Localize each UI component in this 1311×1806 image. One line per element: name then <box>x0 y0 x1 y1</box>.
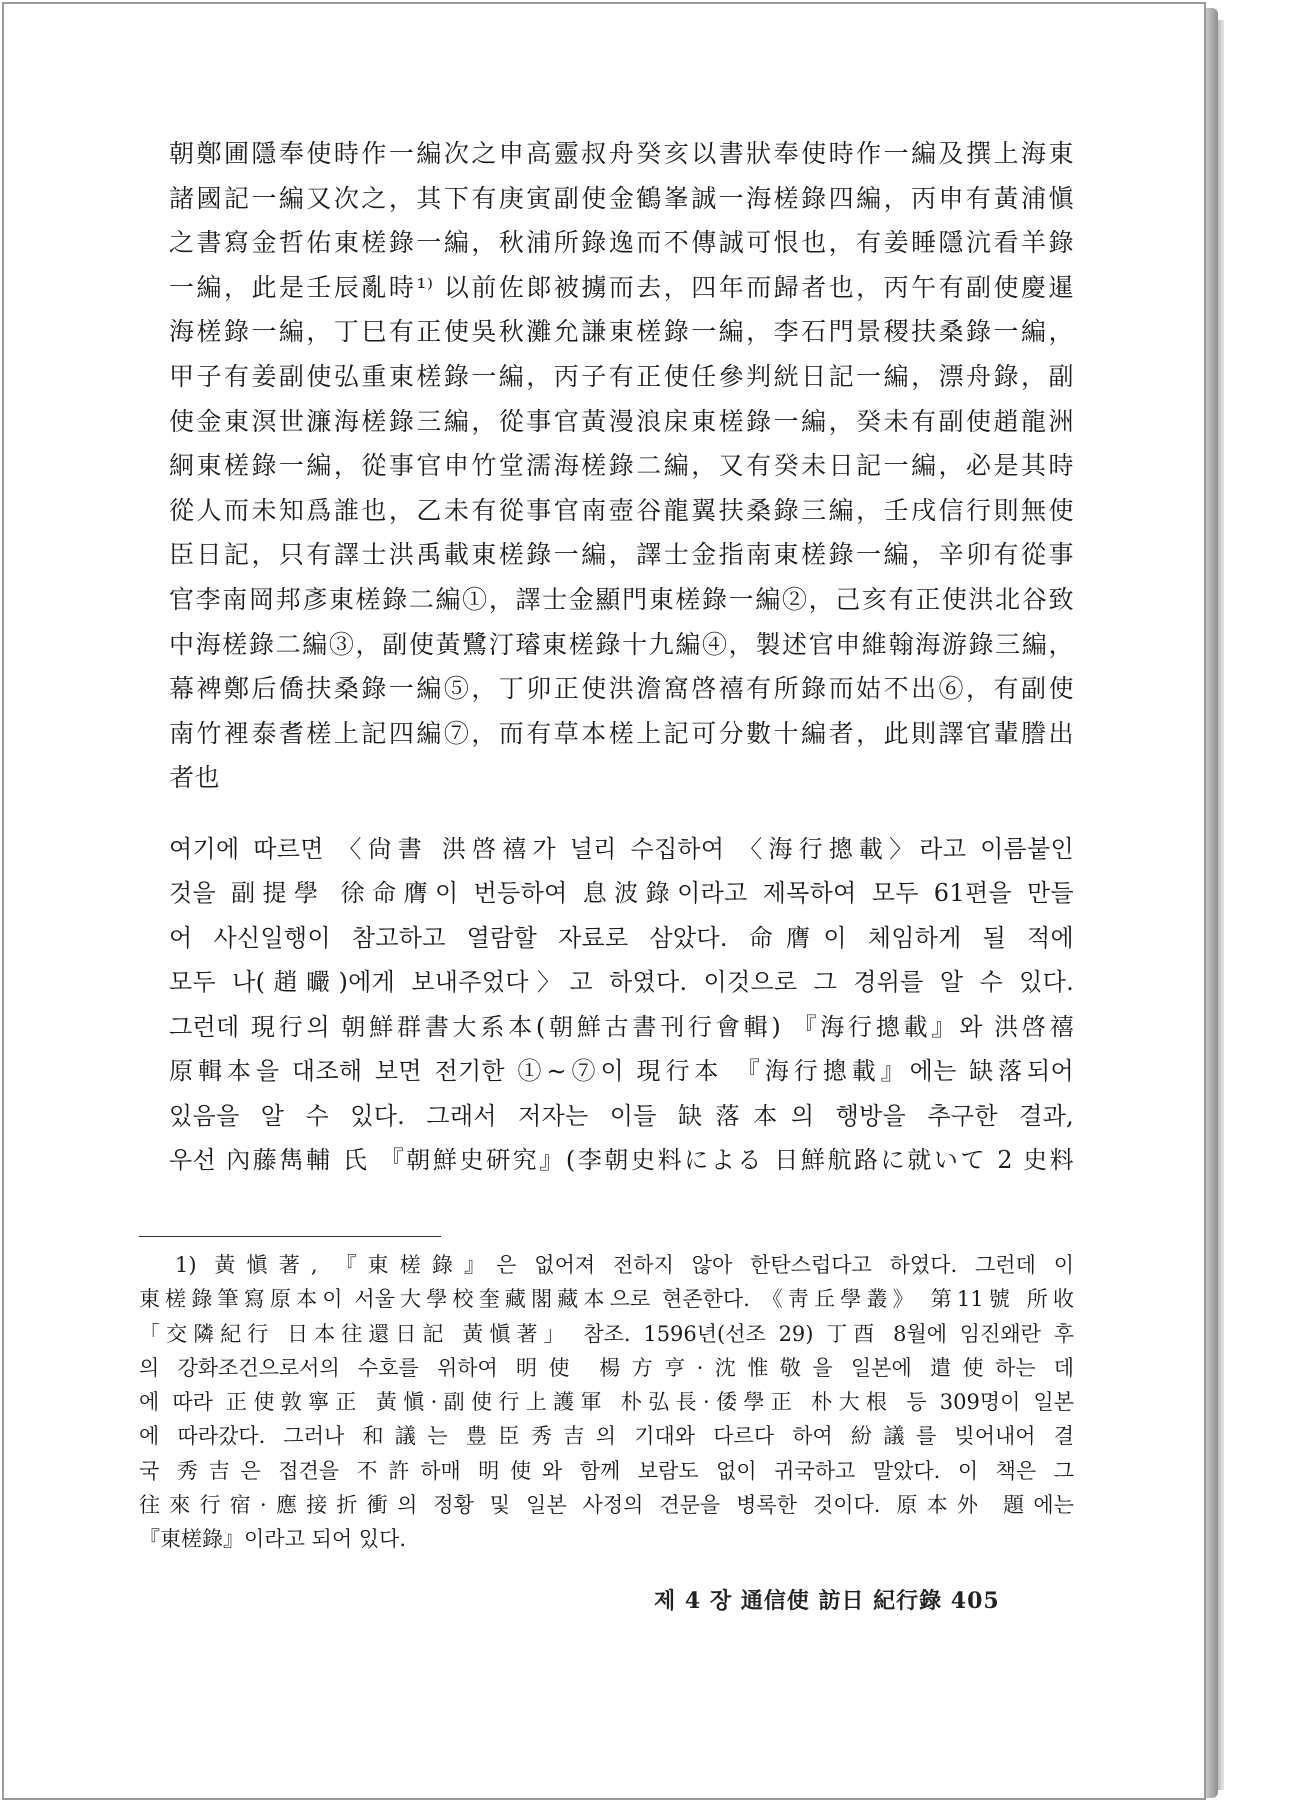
quote-line: 一編，此是壬辰亂時¹⁾ 以前佐郞被擄而去，四年而歸者也，丙午有副使慶暹 <box>169 272 1074 302</box>
page-edge-highlight <box>1218 20 1224 1790</box>
footnote-line: 1) 黃愼著, 『東槎錄』은 없어져 전하지 않아 한탄스럽다고 하였다. 그런데 이 <box>175 1253 1074 1277</box>
body-line: 모두 나(趙曮)에게 보내주었다〉고 하였다. 이것으로 그 경위를 알 수 있다. <box>169 968 1074 997</box>
footnote-line: 往來行宿·應接折衝의 정황 및 일본 사정의 견문을 병록한 것이다. 原本外 題에는 <box>139 1493 1074 1518</box>
body-line: 우선 內藤雋輔 氏 『朝鮮史硏究』(李朝史料による 日鮮航路に就いて 2 史料 <box>169 1146 1074 1175</box>
quote-line: 之書寫金哲佑東槎錄一編，秋浦所錄逸而不傳誠可恨也，有姜睡隱沆看羊錄 <box>169 228 1074 258</box>
footnote-divider <box>139 1236 441 1237</box>
quote-line: 諸國記一編又次之，其下有庚寅副使金鶴峯誠一海槎錄四編，丙申有黃浦愼 <box>169 183 1074 213</box>
quote-line: 甲子有姜副使弘重東槎錄一編，丙子有正使任參判絖日記一編，漂舟錄，副 <box>169 361 1074 391</box>
quote-line: 南竹裡泰耆槎上記四編⑦，而有草本槎上記可分數十編者，此則譯官輩謄出 <box>169 718 1074 748</box>
footnote-line: 에 따라 正使敦寧正 黃愼·副使行上護軍 朴弘長·倭學正 朴大根 등 309명이 일본 <box>139 1390 1074 1415</box>
footnote-line: 『東槎錄』이라고 되어 있다. <box>139 1527 407 1552</box>
footnote-line: 에 따라갔다. 그러나 和議는 豊臣秀吉의 기대와 다르다 하여 紛議를 빚어내어 결 <box>139 1424 1074 1449</box>
footnotes <box>139 1248 1074 1557</box>
main-text <box>169 132 1074 1183</box>
body-paragraph <box>169 827 1074 1183</box>
running-footer: 제 4 장 通信使 訪日 紀行錄 405 <box>654 1588 1000 1614</box>
quote-line: 從人而未知爲誰也，乙未有從事官南壺谷龍翼扶桑錄三編，壬戌信行則無使 <box>169 495 1074 525</box>
quoted-passage <box>169 132 1074 801</box>
body-line: 것을 副提學 徐命膺이 번등하여 息波錄이라고 제목하여 모두 61편을 만들 <box>169 879 1074 908</box>
footnote-line: 국 秀吉은 접견을 不許하매 明使와 함께 보람도 없이 귀국하고 말았다. 이 책은 그 <box>139 1458 1074 1483</box>
body-line: 어 사신일행이 참고하고 열람할 자료로 삼았다. 命膺이 체임하게 될 적에 <box>169 923 1074 952</box>
body-line: 原輯本을 대조해 보면 전기한 ①∼⑦이 現行本 『海行摠載』에는 缺落되어 <box>169 1057 1074 1086</box>
footnote-line: 「交隣紀行 日本往還日記 黃愼著」 참조. 1596년(선조 29) 丁酉 8월에 임진왜란 후 <box>139 1321 1074 1346</box>
body-line: 그런데 現行의 朝鮮群書大系本(朝鮮古書刊行會輯) 『海行摠載』와 洪啓禧 <box>169 1012 1074 1041</box>
quote-line: 臣日記，只有譯士洪禹載東槎錄一編，譯士金指南東槎錄一編，辛卯有從事 <box>169 540 1074 570</box>
quote-line: 者也 <box>169 763 221 793</box>
quote-line: 中海槎錄二編③，副使黃鷺汀璿東槎錄十九編④，製述官申維翰海游錄三編， <box>169 629 1074 659</box>
body-line: 여기에 따르면 〈尙書 洪啓禧가 널리 수집하여 〈海行摠載〉라고 이름붙인 <box>169 834 1074 863</box>
quote-line: 海槎錄一編，丁巳有正使吳秋灘允謙東槎錄一編，李石門景稷扶桑錄一編， <box>169 317 1074 347</box>
quote-line: 朝鄭圃隱奉使時作一編次之申高靈叔舟癸亥以書狀奉使時作一編及撰上海東 <box>169 139 1074 168</box>
quote-line: 官李南岡邦彥東槎錄二編①，譯士金顯門東槎錄一編②，己亥有正使洪北谷致 <box>169 584 1074 614</box>
page-edge-shadow <box>1206 8 1218 1798</box>
book-page <box>2 2 1206 1800</box>
quote-line: 使金東溟世濂海槎錄三編，從事官黃漫浪㦿東槎錄一編，癸未有副使趙龍洲 <box>169 406 1074 436</box>
footnote-line: 東槎錄筆寫原本이 서울大學校奎藏閣藏本으로 현존한다. 《靑丘學叢》 第11號 所收 <box>139 1287 1074 1312</box>
quote-line: 幕裨鄭后僑扶桑錄一編⑤，丁卯正使洪澹窩啓禧有所錄而姑不出⑥，有副使 <box>169 674 1074 704</box>
body-line: 있음을 알 수 있다. 그래서 저자는 이들 缺落本의 행방을 추구한 결과, <box>169 1101 1074 1130</box>
footnote-line: 의 강화조건으로서의 수호를 위하여 明使 楊方亨·沈惟敬을 일본에 遣使하는 데 <box>139 1355 1074 1380</box>
quote-line: 絅東槎錄一編，從事官申竹堂濡海槎錄二編，又有癸未日記一編，必是其時 <box>169 451 1074 481</box>
